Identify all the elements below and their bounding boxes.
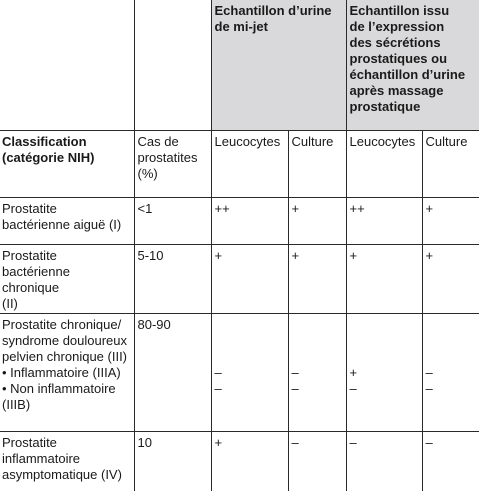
classification-cell: Prostatite chronique/ syndrome douloureux pelvien chronique (III) • Inflammatoire (IIIA) • Non inflammatoire (IIIB): [0, 313, 134, 431]
culture-prostatic-cell: +: [422, 197, 479, 244]
classification-cell: Prostatite inflammatoire asymptomatique (IV): [0, 431, 134, 491]
culture-prostatic-header: Culture: [422, 130, 479, 197]
empty-header-cell: [0, 0, 134, 130]
leucocytes-prostatic-cell: +: [346, 244, 422, 313]
cases-cell: 5-10: [134, 244, 211, 313]
column-header-row: [0, 130, 479, 197]
group-header-midstream: Echantillon d’urine de mi-jet: [211, 0, 346, 130]
culture-midstream-cell: +: [288, 244, 346, 313]
culture-midstream-cell: +: [288, 197, 346, 244]
group-header-prostatic: Echantillon issu de l’expression des sécrétions prostatiques ou échantillon d’urine après massage prostatique: [346, 0, 479, 130]
empty-header-cell: [134, 0, 211, 130]
table-row: [0, 244, 479, 313]
table-row: [0, 197, 479, 244]
culture-prostatic-cell: +: [422, 244, 479, 313]
leucocytes-prostatic-cell: + –: [346, 313, 422, 431]
group-header-row: [0, 0, 479, 130]
cases-cell: 10: [134, 431, 211, 491]
leucocytes-prostatic-header: Leucocytes: [346, 130, 422, 197]
cases-header: Cas de prostatites (%): [134, 130, 211, 197]
leucocytes-prostatic-cell: –: [346, 431, 422, 491]
leucocytes-midstream-cell: +: [211, 244, 288, 313]
classification-cell: Prostatite bactérienne chronique (II): [0, 244, 134, 313]
culture-midstream-cell: –: [288, 431, 346, 491]
leucocytes-midstream-cell: +: [211, 431, 288, 491]
leucocytes-midstream-cell: ++: [211, 197, 288, 244]
cases-cell: <1: [134, 197, 211, 244]
table-row: [0, 431, 479, 491]
table-row: [0, 313, 479, 431]
classification-header: Classification (catégorie NIH): [0, 130, 134, 197]
culture-midstream-header: Culture: [288, 130, 346, 197]
culture-midstream-cell: – –: [288, 313, 346, 431]
culture-prostatic-cell: – –: [422, 313, 479, 431]
cases-cell: 80-90: [134, 313, 211, 431]
leucocytes-midstream-header: Leucocytes: [211, 130, 288, 197]
classification-cell: Prostatite bactérienne aiguë (I): [0, 197, 134, 244]
leucocytes-midstream-cell: – –: [211, 313, 288, 431]
culture-prostatic-cell: –: [422, 431, 479, 491]
leucocytes-prostatic-cell: ++: [346, 197, 422, 244]
